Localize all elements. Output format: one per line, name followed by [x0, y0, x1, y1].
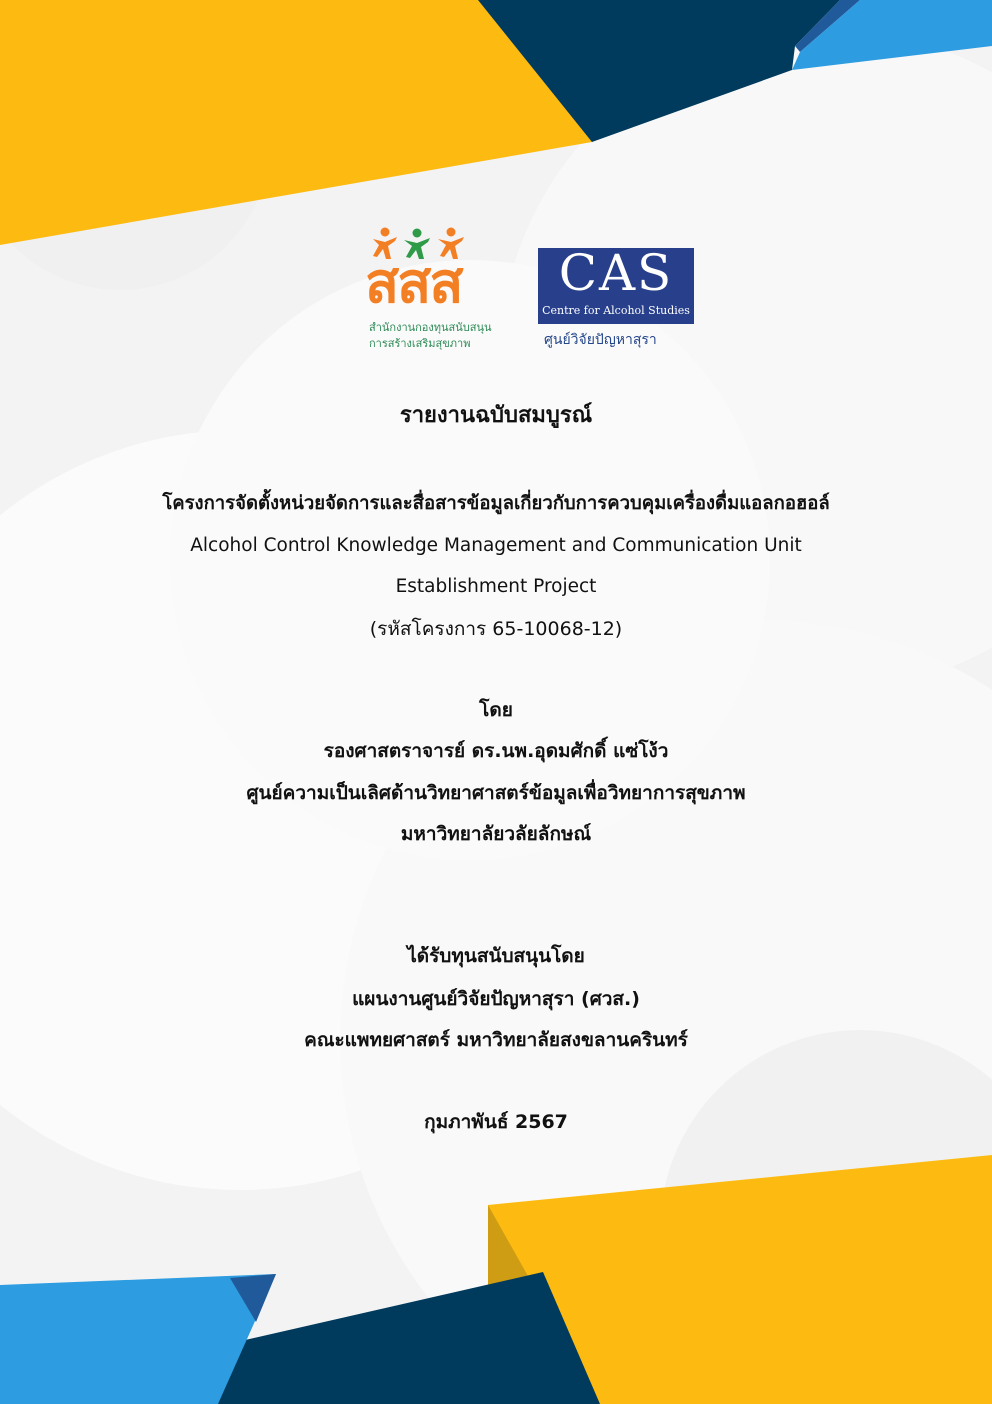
author-by-label: โดย [479, 699, 513, 721]
project-title-english-1: Alcohol Control Knowledge Management and Communication Unit [190, 535, 802, 556]
report-type-heading: รายงานฉบับสมบูรณ์ [399, 403, 593, 428]
report-date: กุมภาพันธ์ 2567 [424, 1111, 568, 1133]
thaihealth-mark-text: สสส [365, 251, 462, 316]
funding-label: ได้รับทุนสนับสนุนโดย [407, 945, 585, 967]
funding-program: แผนงานศูนย์วิจัยปัญหาสุรา (ศวส.) [352, 988, 640, 1010]
author-affiliation: ศูนย์ความเป็นเลิศด้านวิทยาศาสตร์ข้อมูลเพื่อวิทยาการสุขภาพ [246, 782, 746, 804]
project-code: (รหัสโครงการ 65-10068-12) [369, 618, 623, 640]
funding-faculty: คณะแพทยศาสตร์ มหาวิทยาลัยสงขลานครินทร์ [304, 1029, 688, 1051]
author-university: มหาวิทยาลัยวลัยลักษณ์ [400, 823, 592, 845]
project-title-thai: โครงการจัดตั้งหน่วยจัดการและสื่อสารข้อมูลเกี่ยวกับการควบคุมเครื่องดื่มแอลกอฮอล์ [162, 493, 830, 514]
project-title-english-2: Establishment Project [395, 576, 597, 597]
thaihealth-logo [365, 225, 515, 355]
cas-logo [538, 244, 696, 358]
cas-banner-text: Centre for Alcohol Studies [542, 304, 690, 317]
cas-thai-text: ศูนย์วิจัยปัญหาสุรา [544, 332, 657, 348]
cas-mark-text: CAS [558, 244, 674, 302]
thaihealth-subtitle-2: การสร้างเสริมสุขภาพ [369, 337, 471, 350]
author-name: รองศาสตราจารย์ ดร.นพ.อุดมศักดิ์ แซ่โง้ว [323, 740, 669, 762]
thaihealth-subtitle-1: สำนักงานกองทุนสนับสนุน [369, 321, 492, 334]
